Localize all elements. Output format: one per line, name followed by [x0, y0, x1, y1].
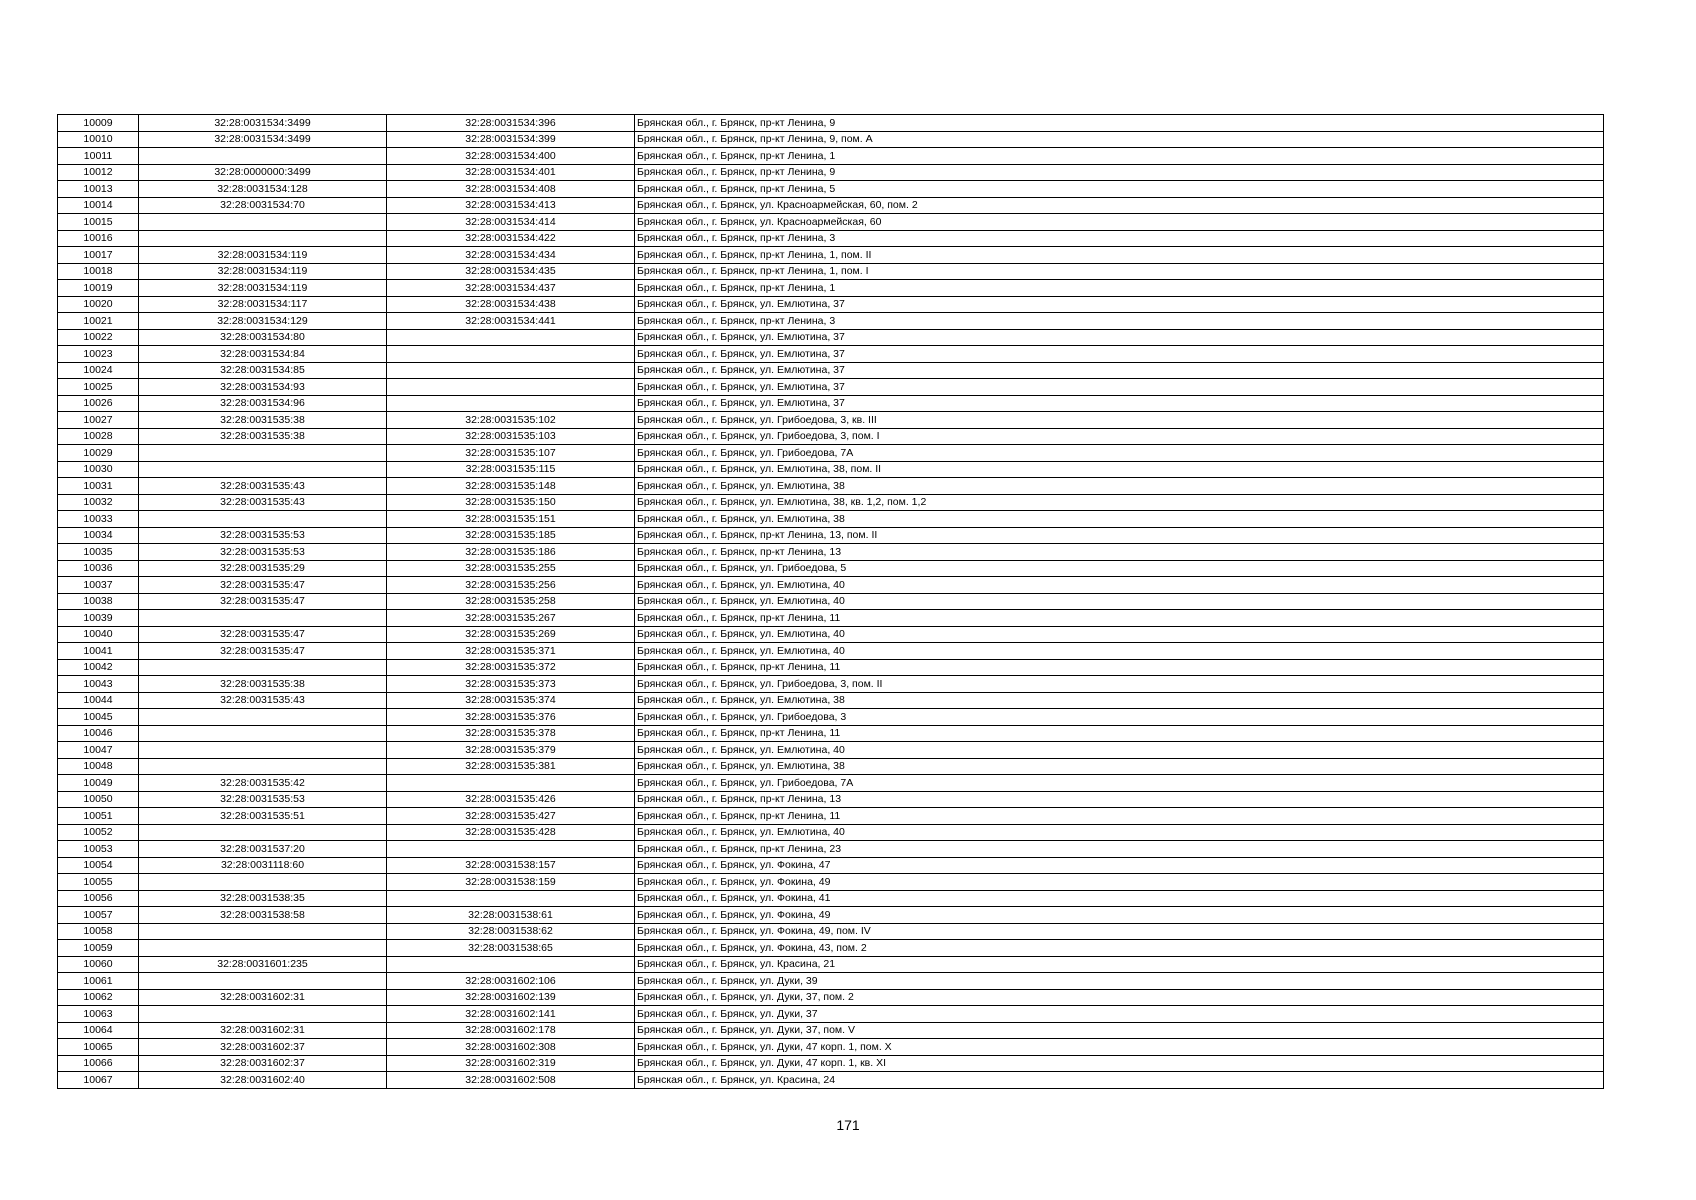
address-cell: Брянская обл., г. Брянск, ул. Дуки, 47 корп. 1, пом. X: [635, 1039, 1604, 1056]
row-number-cell: 10047: [58, 742, 139, 759]
row-number-cell: 10060: [58, 956, 139, 973]
address-cell: Брянская обл., г. Брянск, пр-кт Ленина, 3: [635, 313, 1604, 330]
parcel-number-cell: [139, 824, 387, 841]
parcel-number-cell: 32:28:0031535:47: [139, 577, 387, 594]
address-cell: Брянская обл., г. Брянск, ул. Грибоедова, 3, пом. I: [635, 428, 1604, 445]
object-number-cell: [387, 329, 635, 346]
table-row: [58, 461, 1604, 478]
table-row: [58, 725, 1604, 742]
table-row: [58, 742, 1604, 759]
table-row: [58, 346, 1604, 363]
parcel-number-cell: 32:28:0031535:53: [139, 527, 387, 544]
row-number-cell: 10023: [58, 346, 139, 363]
row-number-cell: 10030: [58, 461, 139, 478]
address-cell: Брянская обл., г. Брянск, ул. Красноармейская, 60: [635, 214, 1604, 231]
row-number-cell: 10028: [58, 428, 139, 445]
address-cell: Брянская обл., г. Брянск, пр-кт Ленина, 11: [635, 610, 1604, 627]
table-row: [58, 247, 1604, 264]
object-number-cell: 32:28:0031534:434: [387, 247, 635, 264]
table-row: [58, 412, 1604, 429]
parcel-number-cell: 32:28:0031535:42: [139, 775, 387, 792]
object-number-cell: 32:28:0031535:426: [387, 791, 635, 808]
row-number-cell: 10033: [58, 511, 139, 528]
object-number-cell: 32:28:0031535:115: [387, 461, 635, 478]
row-number-cell: 10014: [58, 197, 139, 214]
object-number-cell: 32:28:0031535:269: [387, 626, 635, 643]
table-row: [58, 709, 1604, 726]
address-cell: Брянская обл., г. Брянск, ул. Емлютина, 40: [635, 824, 1604, 841]
table-row: [58, 692, 1604, 709]
parcel-number-cell: [139, 445, 387, 462]
object-number-cell: 32:28:0031535:376: [387, 709, 635, 726]
object-number-cell: 32:28:0031538:65: [387, 940, 635, 957]
table-row: [58, 890, 1604, 907]
registry-table: [57, 114, 1604, 1089]
table-row: [58, 940, 1604, 957]
address-cell: Брянская обл., г. Брянск, ул. Фокина, 49: [635, 874, 1604, 891]
table-row: [58, 659, 1604, 676]
parcel-number-cell: 32:28:0031535:43: [139, 478, 387, 495]
object-number-cell: 32:28:0031534:441: [387, 313, 635, 330]
row-number-cell: 10038: [58, 593, 139, 610]
object-number-cell: [387, 890, 635, 907]
address-cell: Брянская обл., г. Брянск, ул. Красноармейская, 60, пом. 2: [635, 197, 1604, 214]
table-row: [58, 445, 1604, 462]
row-number-cell: 10053: [58, 841, 139, 858]
parcel-number-cell: 32:28:0031602:31: [139, 1022, 387, 1039]
row-number-cell: 10018: [58, 263, 139, 280]
object-number-cell: 32:28:0031535:428: [387, 824, 635, 841]
table-row: [58, 626, 1604, 643]
parcel-number-cell: [139, 758, 387, 775]
object-number-cell: 32:28:0031535:379: [387, 742, 635, 759]
object-number-cell: 32:28:0031535:427: [387, 808, 635, 825]
object-number-cell: 32:28:0031534:414: [387, 214, 635, 231]
parcel-number-cell: 32:28:0031538:35: [139, 890, 387, 907]
address-cell: Брянская обл., г. Брянск, ул. Емлютина, 40: [635, 626, 1604, 643]
address-cell: Брянская обл., г. Брянск, ул. Емлютина, 37: [635, 329, 1604, 346]
object-number-cell: 32:28:0031535:107: [387, 445, 635, 462]
row-number-cell: 10013: [58, 181, 139, 198]
row-number-cell: 10021: [58, 313, 139, 330]
address-cell: Брянская обл., г. Брянск, ул. Емлютина, 38: [635, 758, 1604, 775]
address-cell: Брянская обл., г. Брянск, ул. Дуки, 47 корп. 1, кв. XI: [635, 1055, 1604, 1072]
object-number-cell: 32:28:0031535:103: [387, 428, 635, 445]
row-number-cell: 10062: [58, 989, 139, 1006]
row-number-cell: 10027: [58, 412, 139, 429]
address-cell: Брянская обл., г. Брянск, пр-кт Ленина, 11: [635, 659, 1604, 676]
object-number-cell: 32:28:0031535:381: [387, 758, 635, 775]
address-cell: Брянская обл., г. Брянск, ул. Емлютина, 40: [635, 742, 1604, 759]
row-number-cell: 10024: [58, 362, 139, 379]
row-number-cell: 10066: [58, 1055, 139, 1072]
object-number-cell: 32:28:0031535:373: [387, 676, 635, 693]
table-row: [58, 1055, 1604, 1072]
table-row: [58, 494, 1604, 511]
address-cell: Брянская обл., г. Брянск, ул. Емлютина, 38: [635, 478, 1604, 495]
table-row: [58, 379, 1604, 396]
row-number-cell: 10019: [58, 280, 139, 297]
table-row: [58, 164, 1604, 181]
table-row: [58, 956, 1604, 973]
object-number-cell: 32:28:0031535:267: [387, 610, 635, 627]
row-number-cell: 10032: [58, 494, 139, 511]
address-cell: Брянская обл., г. Брянск, пр-кт Ленина, 23: [635, 841, 1604, 858]
address-cell: Брянская обл., г. Брянск, ул. Фокина, 47: [635, 857, 1604, 874]
table-row: [58, 1006, 1604, 1023]
object-number-cell: 32:28:0031534:435: [387, 263, 635, 280]
parcel-number-cell: 32:28:0031535:38: [139, 676, 387, 693]
table-row: [58, 676, 1604, 693]
parcel-number-cell: 32:28:0031537:20: [139, 841, 387, 858]
row-number-cell: 10055: [58, 874, 139, 891]
table-row: [58, 296, 1604, 313]
object-number-cell: 32:28:0031538:62: [387, 923, 635, 940]
object-number-cell: 32:28:0031535:371: [387, 643, 635, 660]
table-row: [58, 989, 1604, 1006]
row-number-cell: 10017: [58, 247, 139, 264]
address-cell: Брянская обл., г. Брянск, ул. Емлютина, 38, кв. 1,2, пом. 1,2: [635, 494, 1604, 511]
parcel-number-cell: 32:28:0031534:3499: [139, 131, 387, 148]
object-number-cell: 32:28:0031535:256: [387, 577, 635, 594]
row-number-cell: 10051: [58, 808, 139, 825]
address-cell: Брянская обл., г. Брянск, ул. Грибоедова, 7А: [635, 445, 1604, 462]
table-row: [58, 1039, 1604, 1056]
parcel-number-cell: 32:28:0031534:84: [139, 346, 387, 363]
parcel-number-cell: [139, 973, 387, 990]
parcel-number-cell: 32:28:0031535:51: [139, 808, 387, 825]
object-number-cell: 32:28:0031602:319: [387, 1055, 635, 1072]
parcel-number-cell: 32:28:0031602:37: [139, 1055, 387, 1072]
parcel-number-cell: 32:28:0031535:29: [139, 560, 387, 577]
address-cell: Брянская обл., г. Брянск, ул. Грибоедова, 3: [635, 709, 1604, 726]
address-cell: Брянская обл., г. Брянск, ул. Дуки, 39: [635, 973, 1604, 990]
parcel-number-cell: [139, 742, 387, 759]
object-number-cell: 32:28:0031535:102: [387, 412, 635, 429]
address-cell: Брянская обл., г. Брянск, ул. Емлютина, 38: [635, 511, 1604, 528]
table-row: [58, 857, 1604, 874]
parcel-number-cell: 32:28:0031534:119: [139, 280, 387, 297]
parcel-number-cell: [139, 659, 387, 676]
object-number-cell: [387, 395, 635, 412]
row-number-cell: 10050: [58, 791, 139, 808]
object-number-cell: [387, 775, 635, 792]
table-row: [58, 181, 1604, 198]
table-row: [58, 511, 1604, 528]
object-number-cell: 32:28:0031602:508: [387, 1072, 635, 1089]
parcel-number-cell: 32:28:0031534:128: [139, 181, 387, 198]
row-number-cell: 10035: [58, 544, 139, 561]
object-number-cell: 32:28:0031538:157: [387, 857, 635, 874]
address-cell: Брянская обл., г. Брянск, пр-кт Ленина, 13: [635, 544, 1604, 561]
parcel-number-cell: 32:28:0031602:40: [139, 1072, 387, 1089]
parcel-number-cell: 32:28:0031535:38: [139, 428, 387, 445]
address-cell: Брянская обл., г. Брянск, пр-кт Ленина, 3: [635, 230, 1604, 247]
table-row: [58, 478, 1604, 495]
address-cell: Брянская обл., г. Брянск, ул. Емлютина, 38: [635, 692, 1604, 709]
row-number-cell: 10044: [58, 692, 139, 709]
table-row: [58, 544, 1604, 561]
row-number-cell: 10009: [58, 115, 139, 132]
parcel-number-cell: 32:28:0031534:3499: [139, 115, 387, 132]
page-number: 171: [836, 1117, 860, 1133]
parcel-number-cell: 32:28:0000000:3499: [139, 164, 387, 181]
row-number-cell: 10054: [58, 857, 139, 874]
object-number-cell: 32:28:0031535:374: [387, 692, 635, 709]
row-number-cell: 10061: [58, 973, 139, 990]
parcel-number-cell: 32:28:0031535:53: [139, 791, 387, 808]
address-cell: Брянская обл., г. Брянск, ул. Фокина, 49, пом. IV: [635, 923, 1604, 940]
row-number-cell: 10059: [58, 940, 139, 957]
table-row: [58, 973, 1604, 990]
object-number-cell: [387, 379, 635, 396]
parcel-number-cell: 32:28:0031535:53: [139, 544, 387, 561]
parcel-number-cell: 32:28:0031535:43: [139, 692, 387, 709]
object-number-cell: [387, 956, 635, 973]
table-row: [58, 577, 1604, 594]
row-number-cell: 10010: [58, 131, 139, 148]
parcel-number-cell: 32:28:0031535:47: [139, 593, 387, 610]
object-number-cell: 32:28:0031535:151: [387, 511, 635, 528]
row-number-cell: 10046: [58, 725, 139, 742]
object-number-cell: 32:28:0031535:150: [387, 494, 635, 511]
table-row: [58, 874, 1604, 891]
parcel-number-cell: [139, 940, 387, 957]
row-number-cell: 10011: [58, 148, 139, 165]
table-row: [58, 428, 1604, 445]
address-cell: Брянская обл., г. Брянск, пр-кт Ленина, 5: [635, 181, 1604, 198]
row-number-cell: 10065: [58, 1039, 139, 1056]
table-row: [58, 841, 1604, 858]
object-number-cell: 32:28:0031535:148: [387, 478, 635, 495]
table-row: [58, 313, 1604, 330]
row-number-cell: 10037: [58, 577, 139, 594]
address-cell: Брянская обл., г. Брянск, пр-кт Ленина, 9, пом. А: [635, 131, 1604, 148]
address-cell: Брянская обл., г. Брянск, пр-кт Ленина, 11: [635, 808, 1604, 825]
address-cell: Брянская обл., г. Брянск, ул. Дуки, 37, пом. V: [635, 1022, 1604, 1039]
address-cell: Брянская обл., г. Брянск, пр-кт Ленина, 13: [635, 791, 1604, 808]
parcel-number-cell: [139, 214, 387, 231]
object-number-cell: 32:28:0031534:422: [387, 230, 635, 247]
address-cell: Брянская обл., г. Брянск, ул. Грибоедова, 5: [635, 560, 1604, 577]
parcel-number-cell: 32:28:0031118:60: [139, 857, 387, 874]
parcel-number-cell: [139, 874, 387, 891]
row-number-cell: 10048: [58, 758, 139, 775]
table-row: [58, 907, 1604, 924]
parcel-number-cell: [139, 610, 387, 627]
table-row: [58, 758, 1604, 775]
row-number-cell: 10039: [58, 610, 139, 627]
object-number-cell: 32:28:0031534:396: [387, 115, 635, 132]
object-number-cell: 32:28:0031534:399: [387, 131, 635, 148]
parcel-number-cell: 32:28:0031534:129: [139, 313, 387, 330]
address-cell: Брянская обл., г. Брянск, ул. Емлютина, 37: [635, 379, 1604, 396]
row-number-cell: 10015: [58, 214, 139, 231]
parcel-number-cell: 32:28:0031538:58: [139, 907, 387, 924]
table-row: [58, 230, 1604, 247]
parcel-number-cell: 32:28:0031534:93: [139, 379, 387, 396]
row-number-cell: 10057: [58, 907, 139, 924]
row-number-cell: 10052: [58, 824, 139, 841]
parcel-number-cell: 32:28:0031535:43: [139, 494, 387, 511]
row-number-cell: 10064: [58, 1022, 139, 1039]
object-number-cell: 32:28:0031534:400: [387, 148, 635, 165]
object-number-cell: 32:28:0031535:255: [387, 560, 635, 577]
parcel-number-cell: [139, 148, 387, 165]
row-number-cell: 10012: [58, 164, 139, 181]
address-cell: Брянская обл., г. Брянск, ул. Емлютина, 37: [635, 362, 1604, 379]
object-number-cell: 32:28:0031534:437: [387, 280, 635, 297]
row-number-cell: 10020: [58, 296, 139, 313]
row-number-cell: 10040: [58, 626, 139, 643]
table-row: [58, 329, 1604, 346]
parcel-number-cell: 32:28:0031535:47: [139, 626, 387, 643]
parcel-number-cell: [139, 461, 387, 478]
row-number-cell: 10042: [58, 659, 139, 676]
table-row: [58, 593, 1604, 610]
address-cell: Брянская обл., г. Брянск, пр-кт Ленина, 1, пом. II: [635, 247, 1604, 264]
table-row: [58, 610, 1604, 627]
address-cell: Брянская обл., г. Брянск, ул. Фокина, 49: [635, 907, 1604, 924]
object-number-cell: 32:28:0031534:408: [387, 181, 635, 198]
parcel-number-cell: [139, 709, 387, 726]
registry-table-body: [58, 115, 1604, 1089]
table-row: [58, 791, 1604, 808]
object-number-cell: 32:28:0031535:372: [387, 659, 635, 676]
address-cell: Брянская обл., г. Брянск, ул. Емлютина, 37: [635, 346, 1604, 363]
row-number-cell: 10022: [58, 329, 139, 346]
parcel-number-cell: 32:28:0031602:37: [139, 1039, 387, 1056]
parcel-number-cell: 32:28:0031534:119: [139, 247, 387, 264]
address-cell: Брянская обл., г. Брянск, пр-кт Ленина, 9: [635, 115, 1604, 132]
address-cell: Брянская обл., г. Брянск, ул. Емлютина, 37: [635, 395, 1604, 412]
address-cell: Брянская обл., г. Брянск, ул. Красина, 21: [635, 956, 1604, 973]
object-number-cell: 32:28:0031534:438: [387, 296, 635, 313]
address-cell: Брянская обл., г. Брянск, ул. Грибоедова, 3, пом. II: [635, 676, 1604, 693]
object-number-cell: 32:28:0031602:178: [387, 1022, 635, 1039]
row-number-cell: 10058: [58, 923, 139, 940]
parcel-number-cell: 32:28:0031535:47: [139, 643, 387, 660]
address-cell: Брянская обл., г. Брянск, пр-кт Ленина, 1, пом. I: [635, 263, 1604, 280]
object-number-cell: 32:28:0031535:258: [387, 593, 635, 610]
address-cell: Брянская обл., г. Брянск, ул. Дуки, 37, пом. 2: [635, 989, 1604, 1006]
table-row: [58, 362, 1604, 379]
object-number-cell: 32:28:0031534:401: [387, 164, 635, 181]
row-number-cell: 10045: [58, 709, 139, 726]
parcel-number-cell: 32:28:0031534:70: [139, 197, 387, 214]
table-row: [58, 395, 1604, 412]
row-number-cell: 10029: [58, 445, 139, 462]
object-number-cell: 32:28:0031535:185: [387, 527, 635, 544]
table-row: [58, 1072, 1604, 1089]
object-number-cell: 32:28:0031534:413: [387, 197, 635, 214]
address-cell: Брянская обл., г. Брянск, ул. Емлютина, 40: [635, 593, 1604, 610]
table-row: [58, 263, 1604, 280]
parcel-number-cell: 32:28:0031534:96: [139, 395, 387, 412]
row-number-cell: 10034: [58, 527, 139, 544]
row-number-cell: 10049: [58, 775, 139, 792]
address-cell: Брянская обл., г. Брянск, ул. Фокина, 41: [635, 890, 1604, 907]
object-number-cell: 32:28:0031602:139: [387, 989, 635, 1006]
address-cell: Брянская обл., г. Брянск, ул. Фокина, 43, пом. 2: [635, 940, 1604, 957]
table-row: [58, 197, 1604, 214]
parcel-number-cell: [139, 230, 387, 247]
address-cell: Брянская обл., г. Брянск, пр-кт Ленина, 1: [635, 148, 1604, 165]
row-number-cell: 10041: [58, 643, 139, 660]
table-row: [58, 824, 1604, 841]
row-number-cell: 10016: [58, 230, 139, 247]
parcel-number-cell: [139, 725, 387, 742]
parcel-number-cell: 32:28:0031602:31: [139, 989, 387, 1006]
parcel-number-cell: 32:28:0031535:38: [139, 412, 387, 429]
parcel-number-cell: 32:28:0031534:85: [139, 362, 387, 379]
address-cell: Брянская обл., г. Брянск, ул. Грибоедова, 3, кв. III: [635, 412, 1604, 429]
table-row: [58, 214, 1604, 231]
address-cell: Брянская обл., г. Брянск, ул. Красина, 24: [635, 1072, 1604, 1089]
parcel-number-cell: [139, 511, 387, 528]
row-number-cell: 10056: [58, 890, 139, 907]
table-row: [58, 527, 1604, 544]
object-number-cell: [387, 841, 635, 858]
object-number-cell: 32:28:0031535:378: [387, 725, 635, 742]
object-number-cell: 32:28:0031602:106: [387, 973, 635, 990]
parcel-number-cell: [139, 1006, 387, 1023]
table-row: [58, 560, 1604, 577]
parcel-number-cell: 32:28:0031534:117: [139, 296, 387, 313]
table-row: [58, 1022, 1604, 1039]
row-number-cell: 10063: [58, 1006, 139, 1023]
address-cell: Брянская обл., г. Брянск, ул. Емлютина, 40: [635, 643, 1604, 660]
object-number-cell: 32:28:0031602:308: [387, 1039, 635, 1056]
address-cell: Брянская обл., г. Брянск, ул. Емлютина, 38, пом. II: [635, 461, 1604, 478]
object-number-cell: 32:28:0031538:159: [387, 874, 635, 891]
object-number-cell: 32:28:0031535:186: [387, 544, 635, 561]
table-row: [58, 808, 1604, 825]
table-row: [58, 115, 1604, 132]
object-number-cell: [387, 362, 635, 379]
row-number-cell: 10026: [58, 395, 139, 412]
address-cell: Брянская обл., г. Брянск, ул. Емлютина, 40: [635, 577, 1604, 594]
row-number-cell: 10031: [58, 478, 139, 495]
address-cell: Брянская обл., г. Брянск, пр-кт Ленина, 13, пом. II: [635, 527, 1604, 544]
object-number-cell: 32:28:0031538:61: [387, 907, 635, 924]
table-row: [58, 775, 1604, 792]
table-row: [58, 923, 1604, 940]
table-row: [58, 643, 1604, 660]
parcel-number-cell: 32:28:0031534:119: [139, 263, 387, 280]
parcel-number-cell: [139, 923, 387, 940]
table-row: [58, 148, 1604, 165]
address-cell: Брянская обл., г. Брянск, ул. Грибоедова, 7А: [635, 775, 1604, 792]
row-number-cell: 10043: [58, 676, 139, 693]
row-number-cell: 10025: [58, 379, 139, 396]
address-cell: Брянская обл., г. Брянск, ул. Дуки, 37: [635, 1006, 1604, 1023]
object-number-cell: 32:28:0031602:141: [387, 1006, 635, 1023]
parcel-number-cell: 32:28:0031601:235: [139, 956, 387, 973]
table-row: [58, 131, 1604, 148]
address-cell: Брянская обл., г. Брянск, пр-кт Ленина, 1: [635, 280, 1604, 297]
parcel-number-cell: 32:28:0031534:80: [139, 329, 387, 346]
address-cell: Брянская обл., г. Брянск, пр-кт Ленина, 9: [635, 164, 1604, 181]
address-cell: Брянская обл., г. Брянск, пр-кт Ленина, 11: [635, 725, 1604, 742]
table-row: [58, 280, 1604, 297]
row-number-cell: 10067: [58, 1072, 139, 1089]
row-number-cell: 10036: [58, 560, 139, 577]
address-cell: Брянская обл., г. Брянск, ул. Емлютина, 37: [635, 296, 1604, 313]
object-number-cell: [387, 346, 635, 363]
